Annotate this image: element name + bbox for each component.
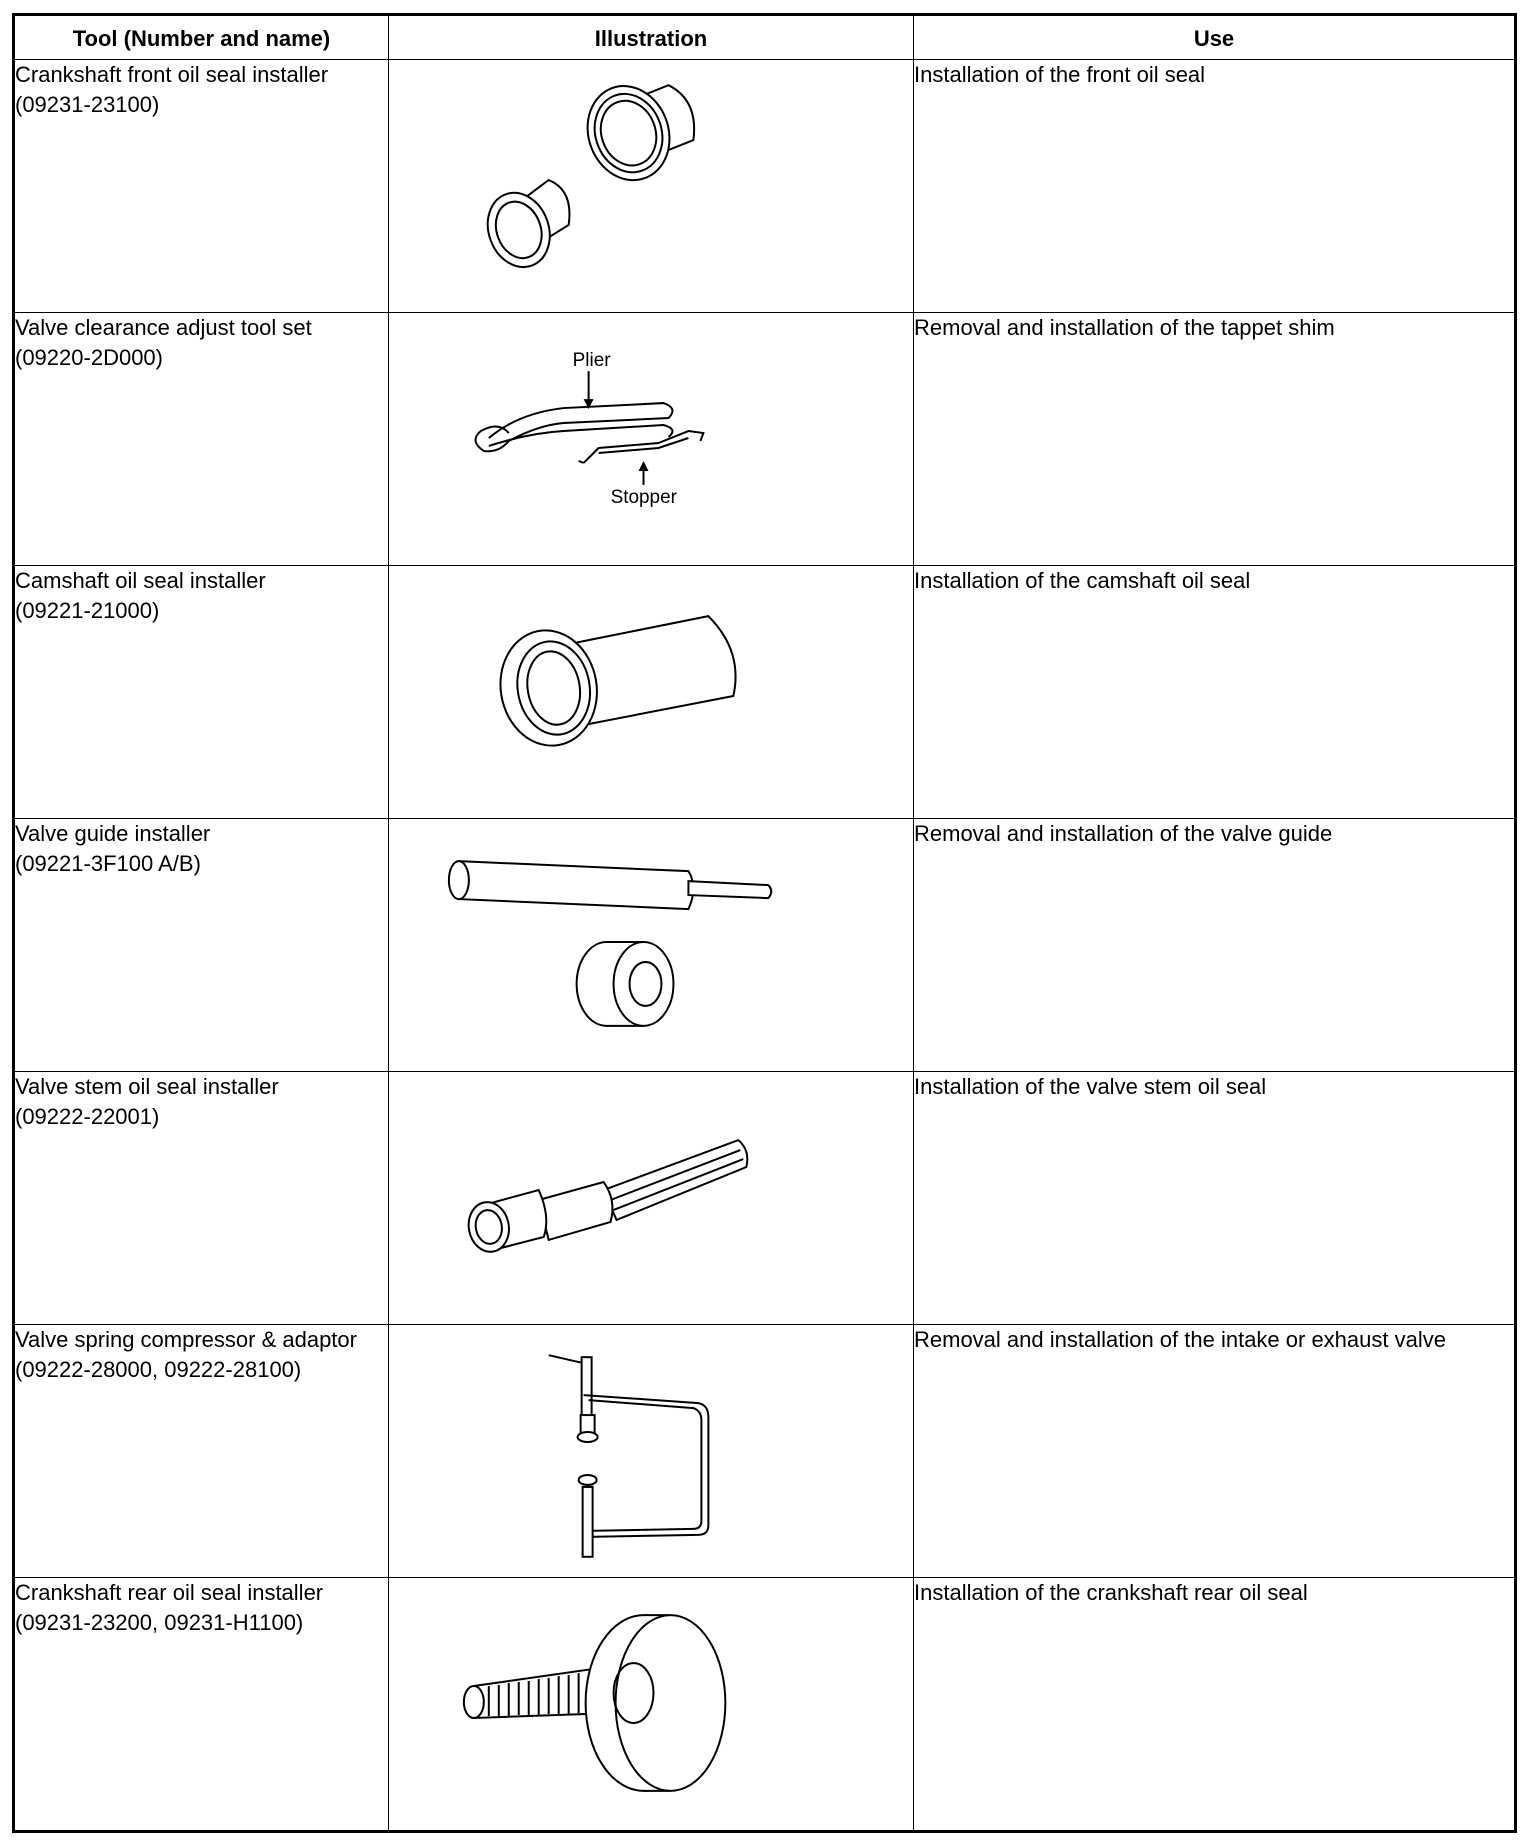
- header-use: Use: [914, 15, 1516, 60]
- table-row: [14, 313, 1516, 566]
- use-cell: Installation of the front oil seal: [914, 60, 1516, 313]
- tool-name: Valve clearance adjust tool set: [15, 315, 312, 340]
- front-oil-seal-installer-illustration: [389, 60, 913, 312]
- special-tools-table: [12, 13, 1517, 1833]
- tool-cell: [14, 1578, 389, 1832]
- tool-number: (09231-23100): [15, 92, 160, 117]
- stopper-label: Stopper: [610, 486, 677, 508]
- illustration-cell: [389, 819, 914, 1072]
- illustration-cell: [389, 1072, 914, 1325]
- table-row: [14, 1072, 1516, 1325]
- valve-spring-compressor-illustration: [389, 1325, 913, 1577]
- table-row: [14, 1578, 1516, 1832]
- tool-number: (09220-2D000): [15, 345, 163, 370]
- use-cell: Installation of the camshaft oil seal: [914, 566, 1516, 819]
- tool-name: Crankshaft rear oil seal installer: [15, 1580, 324, 1605]
- use-cell: Removal and installation of the valve guide: [914, 819, 1516, 1072]
- table-row: [14, 819, 1516, 1072]
- tool-name: Valve guide installer: [15, 821, 211, 846]
- table-row: [14, 1325, 1516, 1578]
- valve-stem-oil-seal-installer-illustration: [389, 1072, 913, 1324]
- tool-cell: [14, 566, 389, 819]
- crankshaft-rear-oil-seal-installer-illustration: [389, 1578, 913, 1830]
- use-cell: Installation of the crankshaft rear oil seal: [914, 1578, 1516, 1832]
- tool-cell: [14, 313, 389, 566]
- camshaft-oil-seal-installer-illustration: [389, 566, 913, 818]
- illustration-cell: [389, 1578, 914, 1832]
- tool-name: Valve stem oil seal installer: [15, 1074, 279, 1099]
- illustration-cell: [389, 566, 914, 819]
- tool-name: Valve spring compressor & adaptor: [15, 1327, 357, 1352]
- plier-label: Plier: [572, 350, 611, 372]
- tool-number: (09222-28000, 09222-28100): [15, 1357, 302, 1382]
- use-cell: Removal and installation of the intake or exhaust valve: [914, 1325, 1516, 1578]
- tool-cell: [14, 819, 389, 1072]
- tool-number: (09222-22001): [15, 1104, 160, 1129]
- tool-cell: [14, 1325, 389, 1578]
- tool-cell: [14, 60, 389, 313]
- illustration-cell: [389, 1325, 914, 1578]
- use-cell: Removal and installation of the tappet shim: [914, 313, 1516, 566]
- header-tool: Tool (Number and name): [14, 15, 389, 60]
- tool-cell: [14, 1072, 389, 1325]
- special-tools-page: [12, 13, 1514, 1833]
- illustration-cell: [389, 60, 914, 313]
- valve-guide-installer-illustration: [389, 819, 913, 1071]
- table-row: [14, 60, 1516, 313]
- header-illustration: Illustration: [389, 15, 914, 60]
- table-row: [14, 566, 1516, 819]
- tool-name: Crankshaft front oil seal installer: [15, 62, 329, 87]
- tool-name: Camshaft oil seal installer: [15, 568, 266, 593]
- use-cell: Installation of the valve stem oil seal: [914, 1072, 1516, 1325]
- tool-number: (09221-3F100 A/B): [15, 851, 201, 876]
- tool-number: (09221-21000): [15, 598, 160, 623]
- valve-clearance-tool-illustration: [389, 313, 913, 565]
- header-row: [14, 15, 1516, 60]
- illustration-cell: [389, 313, 914, 566]
- tool-number: (09231-23200, 09231-H1100): [15, 1610, 304, 1635]
